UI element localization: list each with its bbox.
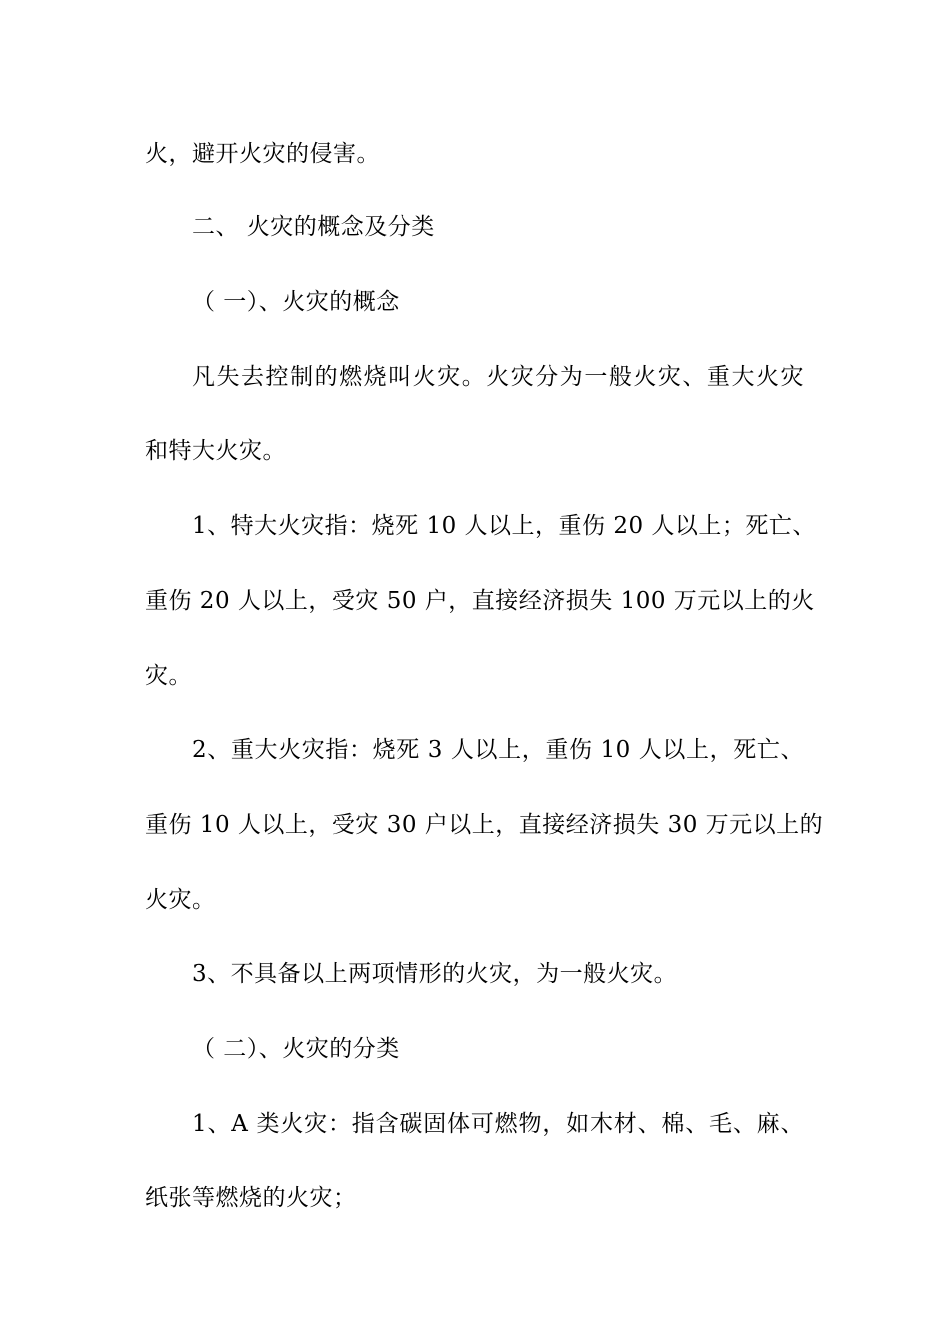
list-item-line: 灾。 [145, 663, 192, 689]
list-item-line: 重伤 10 人以上，受灾 30 户以上，直接经济损失 30 万元以上的 [145, 812, 824, 838]
list-item-line: 3、不具备以上两项情形的火灾，为一般火灾。 [192, 961, 678, 987]
subsection-heading: （ 一）、火灾的概念 [192, 289, 400, 315]
list-item-line: 纸张等燃烧的火灾； [145, 1185, 357, 1211]
list-item-line: 2、重大火灾指：烧死 3 人以上，重伤 10 人以上，死亡、 [192, 737, 804, 763]
list-item-line: 火灾。 [145, 887, 216, 913]
list-item-line: 重伤 20 人以上，受灾 50 户，直接经济损失 100 万元以上的火 [145, 588, 815, 614]
section-heading: 二、 火灾的概念及分类 [192, 214, 435, 240]
paragraph-line: 火，避开火灾的侵害。 [145, 141, 380, 167]
paragraph-line: 凡失去控制的燃烧叫火灾。火灾分为一般火灾、重大火灾 [192, 364, 804, 390]
paragraph-line: 和特大火灾。 [145, 438, 286, 464]
list-item-line: 1、A 类火灾：指含碳固体可燃物，如木材、棉、毛、麻、 [192, 1111, 804, 1137]
list-item-line: 1、特大火灾指：烧死 10 人以上，重伤 20 人以上；死亡、 [192, 513, 816, 539]
subsection-heading: （ 二）、火灾的分类 [192, 1036, 400, 1062]
